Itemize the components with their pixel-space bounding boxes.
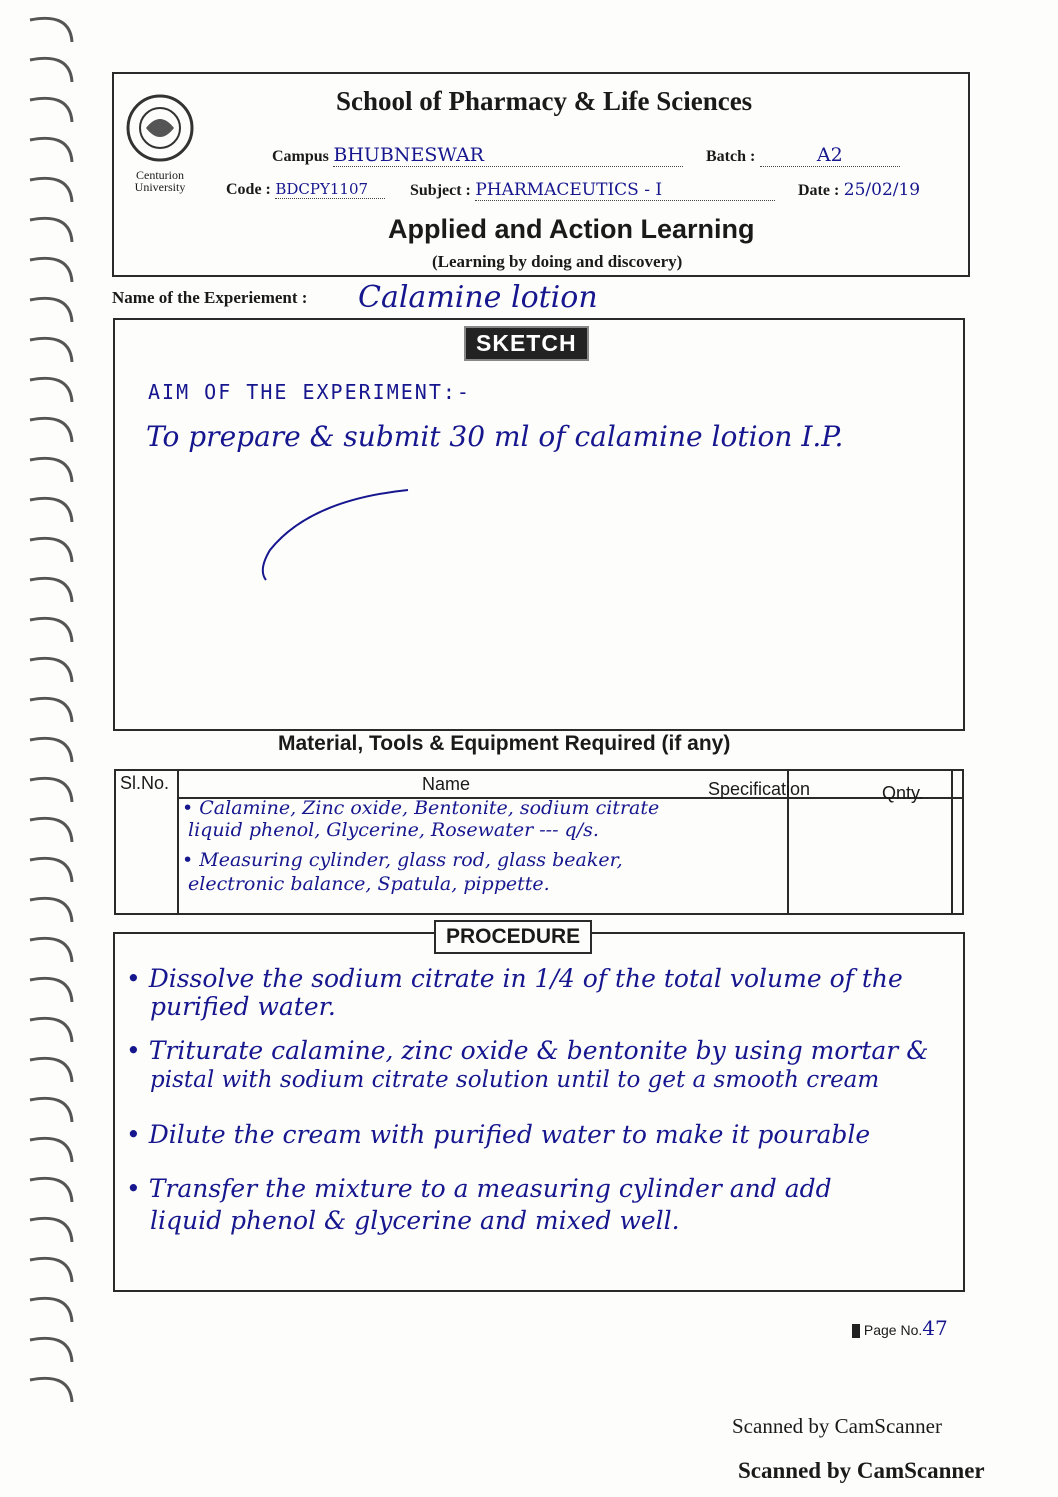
scanner-watermark-bold: Scanned by CamScanner xyxy=(738,1458,985,1483)
code-label: Code : xyxy=(226,181,271,198)
experiment-label: Name of the Experiement : xyxy=(112,288,308,307)
procedure-step: liquid phenol & glycerine and mixed well. xyxy=(150,1206,680,1235)
materials-title: Material, Tools & Equipment Required (if any) xyxy=(278,732,731,755)
experiment-value: Calamine lotion xyxy=(358,280,598,315)
procedure-label: PROCEDURE xyxy=(434,920,592,954)
spiral-binding xyxy=(0,0,95,1420)
batch-row xyxy=(706,144,900,167)
page-number-value: 47 xyxy=(922,1316,948,1340)
subject-label: Subject : xyxy=(410,182,471,199)
procedure-step: • Triturate calamine, zinc oxide & bentonite by using mortar & xyxy=(126,1036,929,1065)
page-marker-icon xyxy=(852,1324,860,1338)
campus-row xyxy=(272,144,683,167)
aim-title: AIM OF THE EXPERIMENT:- xyxy=(148,380,471,404)
th-spec: Specification xyxy=(708,779,811,799)
date-row xyxy=(798,180,920,200)
campus-label: Campus xyxy=(272,148,329,165)
sketch-label: SKETCH xyxy=(464,326,589,361)
col-spec xyxy=(789,771,953,913)
th-qnty: Qnty. xyxy=(882,783,924,803)
material-line: • Calamine, Zinc oxide, Bentonite, sodium citrate xyxy=(182,797,660,819)
date-value: 25/02/19 xyxy=(843,180,921,200)
campus-value: BHUBNESWAR xyxy=(333,144,683,167)
material-line: liquid phenol, Glycerine, Rosewater --- q/s. xyxy=(188,819,599,841)
emblem-icon xyxy=(118,92,202,164)
subject-value: PHARMACEUTICS - I xyxy=(475,180,775,201)
aim-text: To prepare & submit 30 ml of calamine lotion I.P. xyxy=(146,420,844,453)
code-value: BDCPY1107 xyxy=(275,180,385,199)
material-line: • Measuring cylinder, glass rod, glass beaker, xyxy=(182,849,623,871)
page-label: Page No. xyxy=(863,1322,923,1338)
th-slno: Sl.No. xyxy=(120,773,170,793)
batch-value: A2 xyxy=(760,144,900,167)
procedure-step: • Transfer the mixture to a measuring cylinder and add xyxy=(126,1174,832,1203)
procedure-step: pistal with sodium citrate solution until to get a smooth cream xyxy=(150,1067,880,1093)
pen-stroke-icon xyxy=(250,480,420,590)
batch-label: Batch : xyxy=(706,148,756,165)
th-name: Name xyxy=(422,774,471,794)
procedure-step: • Dilute the cream with purified water to make it pourable xyxy=(126,1120,871,1149)
subject-row xyxy=(410,180,775,201)
procedure-step: • Dissolve the sodium citrate in 1/4 of the total volume of the xyxy=(126,964,903,993)
page-number xyxy=(852,1316,948,1340)
learning-subtitle: (Learning by doing and discovery) xyxy=(432,252,683,271)
scanner-watermark: Scanned by CamScanner xyxy=(732,1414,942,1438)
date-label: Date : xyxy=(798,182,840,199)
procedure-step: purified water. xyxy=(150,992,336,1021)
school-title: School of Pharmacy & Life Sciences xyxy=(336,86,753,116)
applied-title: Applied and Action Learning xyxy=(388,214,755,244)
material-line: electronic balance, Spatula, pippette. xyxy=(188,873,550,895)
materials-table xyxy=(114,769,964,915)
code-row xyxy=(226,180,385,199)
logo-text: Centurion University xyxy=(134,168,186,194)
university-logo xyxy=(118,92,202,204)
